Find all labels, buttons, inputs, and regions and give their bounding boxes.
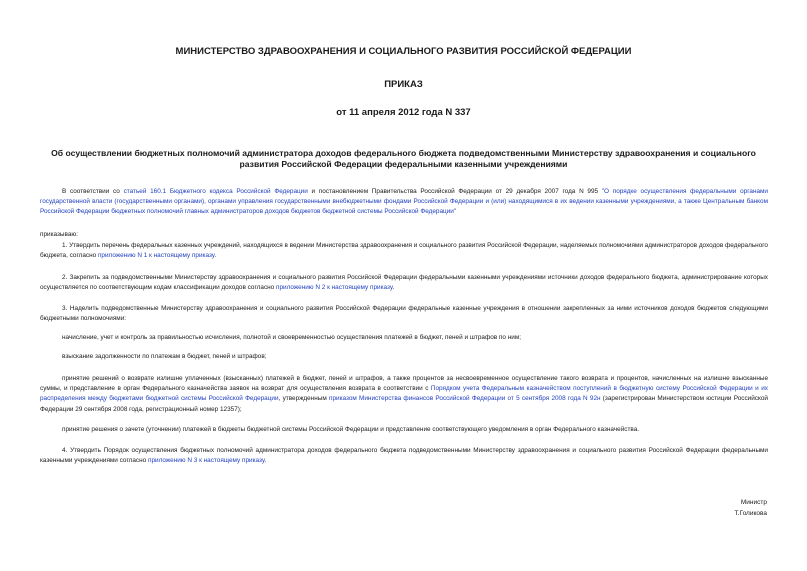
- government-decree-link[interactable]: "О порядке осуществления федеральными органами государственной власти (государственными органами), органами управления государственными внебюджетными фондами Российской Федерации и (или) находящимися в их ведении казенными учреждениями, а также Центральным банком Российской Федерации бюджетных полномочий главных администраторов доходов бюджетов бюджетной системы Российской Федерации": [40, 188, 768, 216]
- item-2: [40, 273, 768, 293]
- item-4-text: 4. Утвердить Порядок осуществления бюджетных полномочий администратора доходов федерального бюджета подведомственными Министерству здравоохранения и социального развития Российской Федерации федеральными казенными учреждениями согласно: [40, 447, 768, 465]
- preamble: [40, 187, 768, 218]
- subitem-refund-end: (зарегистрирован Министерством юстиции Российской Федерации 29 сентября 2008 года, регистрационный номер 12357);: [40, 395, 768, 413]
- signature-block: [734, 497, 767, 519]
- budget-code-link[interactable]: статьей 160.1 Бюджетного кодекса Российской Федерации: [123, 188, 308, 195]
- item-2-text: 2. Закрепить за подведомственными Министерству здравоохранения и социального развития Российской Федерации федеральными казенными учреждениями источники доходов федерального бюджета, администрирование которых осуществляется по соответствующим кодам классификации доходов согласно: [40, 274, 768, 292]
- minfin-order-link[interactable]: приказом Министерства финансов Российской Федерации от 5 сентября 2008 года N 92н: [328, 395, 601, 403]
- item-4-dot: .: [264, 457, 267, 465]
- ministry-heading: МИНИСТЕРСТВО ЗДРАВООХРАНЕНИЯ И СОЦИАЛЬНОГО РАЗВИТИЯ РОССИЙСКОЙ ФЕДЕРАЦИИ: [175, 46, 632, 57]
- subitem-refund-text: принятие решений о возврате излишне уплаченных (взысканных) платежей в бюджет, пеней и штрафов, а также процентов за несвоевременное осуществление такого возврата и процентов, начисленных на излишне взысканные суммы, и представление в орган Федерального казначейства заявок на возврат для осуществления возврата в соответствии с: [40, 375, 768, 393]
- subitem-recovery: взыскание задолженности по платежам в бюджет, пеней и штрафов;: [62, 353, 267, 360]
- order-word: приказываю:: [40, 231, 78, 238]
- subitem-accrual: начисление, учет и контроль за правильностью исчисления, полнотой и своевременностью осуществления платежей в бюджет, пеней и штрафов по ним;: [62, 334, 521, 341]
- doc-date-number: от 11 апреля 2012 года N 337: [336, 107, 471, 118]
- item-1: [40, 241, 768, 261]
- item-4: [40, 446, 768, 466]
- subitem-offset: принятие решения о зачете (уточнении) платежей в бюджеты бюджетной системы Российской Федерации и представление соответствующего уведомления в орган Федерального казначейства.: [62, 426, 640, 433]
- appendix-2-link[interactable]: приложению N 2 к настоящему приказу: [276, 284, 393, 292]
- treasury-procedure-link[interactable]: Порядком учета Федеральным казначейством поступлений в бюджетную систему Российской Федерации и их распределения между бюджетами бюджетной системы Российской Федерации: [40, 385, 768, 403]
- signatory-position: Министр: [740, 499, 767, 506]
- preamble-text: В соответствии со: [62, 188, 124, 195]
- doc-title: Об осуществлении бюджетных полномочий администратора доходов федерального бюджета подведомственными Министерству здравоохранения и социального развития Российской Федерации федеральными казенными учреждениями: [51, 148, 756, 169]
- preamble-text-2: и постановлением Правительства Российской Федерации от 29 декабря 2007 года N 995: [307, 188, 602, 195]
- doc-type: ПРИКАЗ: [384, 79, 423, 90]
- subitem-refund-mid: , утвержденным: [278, 395, 329, 403]
- item-3: 3. Наделить подведомственные Министерству здравоохранения и социального развития Российской Федерации федеральные казенные учреждения в отношении закрепленных за ними источников доходов бюджетов следующими бюджетными полномочиями:: [40, 305, 768, 323]
- appendix-3-link[interactable]: приложению N 3 к настоящему приказу: [148, 457, 265, 465]
- item-1-text: 1. Утвердить перечень федеральных казенных учреждений, находящихся в ведении Министерства здравоохранения и социального развития Российской Федерации, наделяемых полномочиями администраторов доходов федерального бюджета, согласно: [40, 242, 768, 260]
- item-2-dot: .: [392, 284, 395, 292]
- subitem-refund: [40, 374, 768, 415]
- appendix-1-link[interactable]: приложению N 1 к настоящему приказу: [97, 252, 215, 260]
- signatory-name: Т.Голикова: [734, 510, 767, 517]
- item-1-dot: .: [214, 252, 217, 260]
